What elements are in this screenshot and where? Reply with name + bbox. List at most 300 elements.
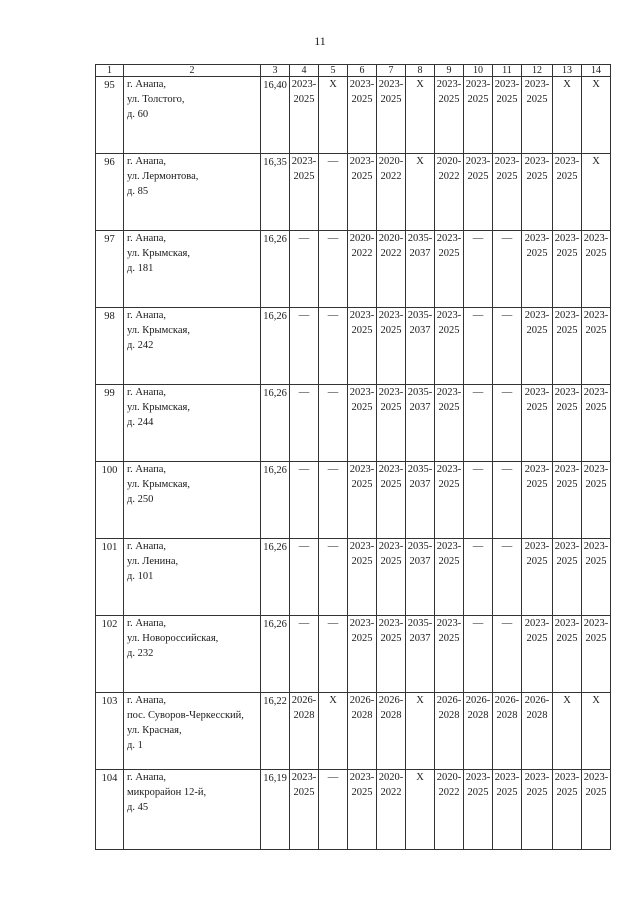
column-number: 9 <box>435 65 464 77</box>
period-text: 2023- <box>583 310 609 321</box>
period-text: Х <box>592 79 600 90</box>
table-row <box>96 154 611 231</box>
period-text: 2025 <box>526 171 548 182</box>
period-text: 2022 <box>380 248 402 259</box>
period-cell <box>406 539 435 616</box>
address-line: ул. Лермонтова, <box>127 171 199 182</box>
period-text: Х <box>416 695 424 706</box>
period-cell <box>553 77 582 154</box>
period-text: 2023- <box>465 79 491 90</box>
period-text: 2020- <box>436 772 462 783</box>
period-cell <box>493 77 522 154</box>
period-cell <box>464 385 493 462</box>
column-number: 1 <box>96 65 124 77</box>
period-text: 2025 <box>438 325 460 336</box>
period-cell <box>522 616 553 693</box>
period-cell <box>435 462 464 539</box>
period-cell <box>464 308 493 385</box>
period-text: 2023- <box>465 156 491 167</box>
period-cell <box>435 539 464 616</box>
period-text: 2023- <box>378 79 404 90</box>
address-line: ул. Красная, <box>127 725 182 736</box>
address-cell <box>124 231 261 308</box>
column-number: 11 <box>493 65 522 77</box>
period-cell <box>522 770 553 850</box>
period-text: 2025 <box>556 402 578 413</box>
period-cell <box>377 693 406 770</box>
period-cell <box>553 693 582 770</box>
period-cell <box>435 616 464 693</box>
period-text: 2035- <box>407 464 433 475</box>
period-cell <box>406 385 435 462</box>
period-text: 2023- <box>494 772 520 783</box>
period-cell <box>406 616 435 693</box>
period-text: 2025 <box>526 479 548 490</box>
period-text: 2023- <box>524 233 550 244</box>
address-cell <box>124 462 261 539</box>
period-cell <box>377 231 406 308</box>
period-text: 2037 <box>409 633 431 644</box>
period-text: — <box>327 772 339 783</box>
period-cell <box>553 385 582 462</box>
period-text: — <box>327 310 339 321</box>
period-text: 2025 <box>380 402 402 413</box>
period-text: 2023- <box>524 310 550 321</box>
period-text: 2026- <box>465 695 491 706</box>
row-number: 104 <box>96 770 124 850</box>
period-text: 2025 <box>438 248 460 259</box>
column-number: 5 <box>319 65 348 77</box>
column-number-row <box>96 65 611 77</box>
row-number: 103 <box>96 693 124 770</box>
period-cell <box>348 462 377 539</box>
period-text: 2025 <box>526 402 548 413</box>
period-text: 2023- <box>436 618 462 629</box>
period-text: 2020- <box>378 772 404 783</box>
period-cell <box>553 231 582 308</box>
period-text: 2025 <box>496 94 518 105</box>
address-line: г. Анапа, <box>127 79 167 90</box>
period-text: 2023- <box>494 79 520 90</box>
period-text: 2037 <box>409 325 431 336</box>
period-text: 2022 <box>438 787 460 798</box>
period-text: — <box>472 310 484 321</box>
period-cell <box>464 154 493 231</box>
period-text: Х <box>329 695 337 706</box>
period-text: 2035- <box>407 618 433 629</box>
period-text: 2025 <box>380 556 402 567</box>
period-text: 2023- <box>291 772 317 783</box>
period-cell <box>435 77 464 154</box>
period-text: 2020- <box>349 233 375 244</box>
period-text: 2035- <box>407 310 433 321</box>
period-text: 2023- <box>524 464 550 475</box>
period-cell <box>493 308 522 385</box>
address-cell <box>124 385 261 462</box>
period-text: 2025 <box>526 325 548 336</box>
period-text: — <box>327 541 339 552</box>
period-text: 2028 <box>380 710 402 721</box>
period-cell <box>290 77 319 154</box>
page-number: 11 <box>314 34 326 48</box>
period-text: 2025 <box>293 171 315 182</box>
table-row <box>96 770 611 850</box>
period-text: — <box>327 233 339 244</box>
period-cell <box>464 616 493 693</box>
period-text: 2023- <box>554 772 580 783</box>
period-cell <box>522 462 553 539</box>
period-text: 2025 <box>526 556 548 567</box>
period-text: 2037 <box>409 556 431 567</box>
period-cell <box>319 77 348 154</box>
period-cell <box>406 770 435 850</box>
period-text: Х <box>563 79 571 90</box>
period-cell <box>319 231 348 308</box>
period-text: 2022 <box>380 171 402 182</box>
period-cell <box>582 154 611 231</box>
period-text: 2025 <box>351 633 373 644</box>
period-text: 2025 <box>556 171 578 182</box>
period-text: 2025 <box>293 94 315 105</box>
period-text: 2023- <box>349 387 375 398</box>
period-text: 2023- <box>291 156 317 167</box>
address-line: д. 242 <box>127 340 154 351</box>
period-cell <box>464 231 493 308</box>
period-cell <box>582 539 611 616</box>
period-text: 2023- <box>583 772 609 783</box>
period-text: 2025 <box>467 787 489 798</box>
column-number: 3 <box>261 65 290 77</box>
address-line: д. 101 <box>127 571 154 582</box>
period-cell <box>582 693 611 770</box>
address-line: ул. Новороссийская, <box>127 633 219 644</box>
row-number: 95 <box>96 77 124 154</box>
address-line: ул. Крымская, <box>127 479 190 490</box>
period-cell <box>522 231 553 308</box>
period-text: — <box>472 233 484 244</box>
period-text: — <box>501 233 513 244</box>
column-number: 10 <box>464 65 493 77</box>
period-text: — <box>472 464 484 475</box>
period-cell <box>553 308 582 385</box>
period-cell <box>553 616 582 693</box>
period-text: 2037 <box>409 248 431 259</box>
address-line: г. Анапа, <box>127 695 167 706</box>
period-text: — <box>501 541 513 552</box>
period-cell <box>377 308 406 385</box>
period-text: 2025 <box>526 248 548 259</box>
period-cell <box>493 770 522 850</box>
period-text: 2025 <box>351 94 373 105</box>
row-number: 102 <box>96 616 124 693</box>
period-text: Х <box>592 156 600 167</box>
table-row <box>96 231 611 308</box>
period-text: 2025 <box>585 556 607 567</box>
period-text: — <box>472 618 484 629</box>
period-text: 2023- <box>494 156 520 167</box>
address-line: д. 232 <box>127 648 154 659</box>
period-text: 2025 <box>351 479 373 490</box>
period-text: 2035- <box>407 387 433 398</box>
address-line: г. Анапа, <box>127 387 167 398</box>
period-text: 2025 <box>556 325 578 336</box>
period-text: 2023- <box>378 387 404 398</box>
period-cell <box>464 77 493 154</box>
period-text: 2023- <box>378 310 404 321</box>
period-cell <box>348 616 377 693</box>
period-cell <box>553 770 582 850</box>
period-cell <box>290 770 319 850</box>
period-cell <box>377 539 406 616</box>
period-cell <box>522 77 553 154</box>
value-cell: 16,26 <box>261 462 290 539</box>
period-text: 2025 <box>467 94 489 105</box>
address-line: ул. Крымская, <box>127 325 190 336</box>
period-text: — <box>327 618 339 629</box>
period-text: 2023- <box>554 310 580 321</box>
period-text: 2025 <box>351 325 373 336</box>
period-cell <box>290 693 319 770</box>
address-line: д. 45 <box>127 802 149 813</box>
period-text: 2037 <box>409 402 431 413</box>
table-row <box>96 462 611 539</box>
period-cell <box>522 693 553 770</box>
period-text: Х <box>416 156 424 167</box>
period-text: 2023- <box>349 772 375 783</box>
period-cell <box>406 693 435 770</box>
period-text: 2028 <box>438 710 460 721</box>
value-cell: 16,26 <box>261 539 290 616</box>
period-text: — <box>501 387 513 398</box>
period-text: — <box>501 618 513 629</box>
period-cell <box>522 308 553 385</box>
period-cell <box>435 693 464 770</box>
period-text: 2025 <box>351 171 373 182</box>
row-number: 100 <box>96 462 124 539</box>
address-line: д. 250 <box>127 494 154 505</box>
period-cell <box>493 154 522 231</box>
column-number: 2 <box>124 65 261 77</box>
address-line: г. Анапа, <box>127 541 167 552</box>
period-text: 2026- <box>494 695 520 706</box>
period-text: — <box>501 464 513 475</box>
period-text: 2025 <box>380 325 402 336</box>
period-text: 2023- <box>554 464 580 475</box>
period-cell <box>435 231 464 308</box>
row-number: 99 <box>96 385 124 462</box>
period-text: Х <box>416 79 424 90</box>
address-line: д. 60 <box>127 109 149 120</box>
period-text: 2025 <box>556 479 578 490</box>
period-text: 2023- <box>554 618 580 629</box>
period-cell <box>319 770 348 850</box>
period-text: 2022 <box>351 248 373 259</box>
period-text: 2023- <box>583 233 609 244</box>
period-cell <box>406 462 435 539</box>
address-cell <box>124 154 261 231</box>
period-text: 2025 <box>556 787 578 798</box>
period-cell <box>290 462 319 539</box>
period-cell <box>493 385 522 462</box>
period-text: 2025 <box>351 787 373 798</box>
address-line: д. 1 <box>127 740 143 751</box>
period-text: 2023- <box>465 772 491 783</box>
value-cell: 16,26 <box>261 385 290 462</box>
period-text: 2025 <box>293 787 315 798</box>
period-text: 2026- <box>436 695 462 706</box>
period-text: 2025 <box>438 633 460 644</box>
period-text: 2028 <box>496 710 518 721</box>
period-cell <box>406 231 435 308</box>
period-text: 2025 <box>526 94 548 105</box>
period-text: 2028 <box>467 710 489 721</box>
period-text: 2020- <box>378 233 404 244</box>
period-text: 2025 <box>585 402 607 413</box>
period-text: 2028 <box>293 710 315 721</box>
period-cell <box>319 539 348 616</box>
column-number: 14 <box>582 65 611 77</box>
period-cell <box>493 616 522 693</box>
period-cell <box>348 539 377 616</box>
period-text: 2037 <box>409 479 431 490</box>
address-line: г. Анапа, <box>127 618 167 629</box>
period-cell <box>319 462 348 539</box>
period-cell <box>464 539 493 616</box>
value-cell: 16,40 <box>261 77 290 154</box>
address-line: ул. Крымская, <box>127 402 190 413</box>
period-text: Х <box>416 772 424 783</box>
period-text: 2023- <box>524 772 550 783</box>
period-text: — <box>327 387 339 398</box>
row-number: 98 <box>96 308 124 385</box>
address-line: пос. Суворов-Черкесский, <box>127 710 244 721</box>
period-text: 2023- <box>583 618 609 629</box>
period-cell <box>406 154 435 231</box>
period-cell <box>377 385 406 462</box>
period-text: 2023- <box>524 387 550 398</box>
period-cell <box>464 770 493 850</box>
period-cell <box>319 693 348 770</box>
address-cell <box>124 308 261 385</box>
period-text: 2023- <box>554 387 580 398</box>
period-text: 2025 <box>526 787 548 798</box>
period-cell <box>435 770 464 850</box>
table-body <box>96 65 611 850</box>
address-line: ул. Ленина, <box>127 556 179 567</box>
value-cell: 16,22 <box>261 693 290 770</box>
period-text: 2023- <box>524 79 550 90</box>
column-number: 12 <box>522 65 553 77</box>
period-text: 2020- <box>436 156 462 167</box>
period-text: — <box>298 310 310 321</box>
row-number: 96 <box>96 154 124 231</box>
address-line: д. 85 <box>127 186 149 197</box>
period-text: 2025 <box>438 94 460 105</box>
period-text: 2025 <box>585 479 607 490</box>
column-number: 6 <box>348 65 377 77</box>
table-row <box>96 308 611 385</box>
period-text: 2025 <box>467 171 489 182</box>
period-text: 2023- <box>349 464 375 475</box>
period-cell <box>377 77 406 154</box>
period-text: Х <box>329 79 337 90</box>
period-text: — <box>298 464 310 475</box>
period-cell <box>493 693 522 770</box>
address-line: д. 181 <box>127 263 154 274</box>
period-text: 2023- <box>378 541 404 552</box>
period-text: 2025 <box>556 248 578 259</box>
period-text: 2023- <box>436 233 462 244</box>
period-text: 2025 <box>351 556 373 567</box>
period-cell <box>377 154 406 231</box>
period-cell <box>290 308 319 385</box>
period-cell <box>582 770 611 850</box>
address-cell <box>124 77 261 154</box>
address-cell <box>124 693 261 770</box>
address-line: д. 244 <box>127 417 154 428</box>
period-text: 2025 <box>351 402 373 413</box>
period-text: 2023- <box>436 387 462 398</box>
period-cell <box>522 154 553 231</box>
address-line: г. Анапа, <box>127 772 167 783</box>
period-cell <box>290 385 319 462</box>
period-text: 2023- <box>583 464 609 475</box>
period-text: 2023- <box>436 464 462 475</box>
address-line: г. Анапа, <box>127 156 167 167</box>
period-text: 2025 <box>585 787 607 798</box>
period-cell <box>348 693 377 770</box>
period-text: 2025 <box>380 633 402 644</box>
period-cell <box>582 77 611 154</box>
period-cell <box>464 693 493 770</box>
period-text: 2025 <box>438 479 460 490</box>
column-number: 13 <box>553 65 582 77</box>
address-line: г. Анапа, <box>127 310 167 321</box>
period-cell <box>553 539 582 616</box>
period-cell <box>290 539 319 616</box>
period-text: — <box>298 541 310 552</box>
period-text: 2025 <box>526 633 548 644</box>
period-text: 2023- <box>349 310 375 321</box>
schedule-table <box>95 64 611 850</box>
period-cell <box>522 539 553 616</box>
period-text: 2022 <box>380 787 402 798</box>
period-text: 2026- <box>378 695 404 706</box>
address-cell <box>124 770 261 850</box>
column-number: 4 <box>290 65 319 77</box>
address-line: г. Анапа, <box>127 233 167 244</box>
period-cell <box>406 77 435 154</box>
period-cell <box>435 308 464 385</box>
period-text: 2025 <box>585 248 607 259</box>
period-text: 2028 <box>351 710 373 721</box>
period-text: 2025 <box>496 787 518 798</box>
period-text: — <box>327 156 339 167</box>
period-cell <box>319 154 348 231</box>
column-number: 7 <box>377 65 406 77</box>
period-text: 2028 <box>526 710 548 721</box>
period-cell <box>319 385 348 462</box>
period-cell <box>348 154 377 231</box>
period-text: 2023- <box>349 156 375 167</box>
period-cell <box>348 770 377 850</box>
period-cell <box>493 539 522 616</box>
period-cell <box>348 231 377 308</box>
period-text: 2025 <box>585 633 607 644</box>
address-line: ул. Крымская, <box>127 248 190 259</box>
period-cell <box>319 616 348 693</box>
value-cell: 16,26 <box>261 231 290 308</box>
